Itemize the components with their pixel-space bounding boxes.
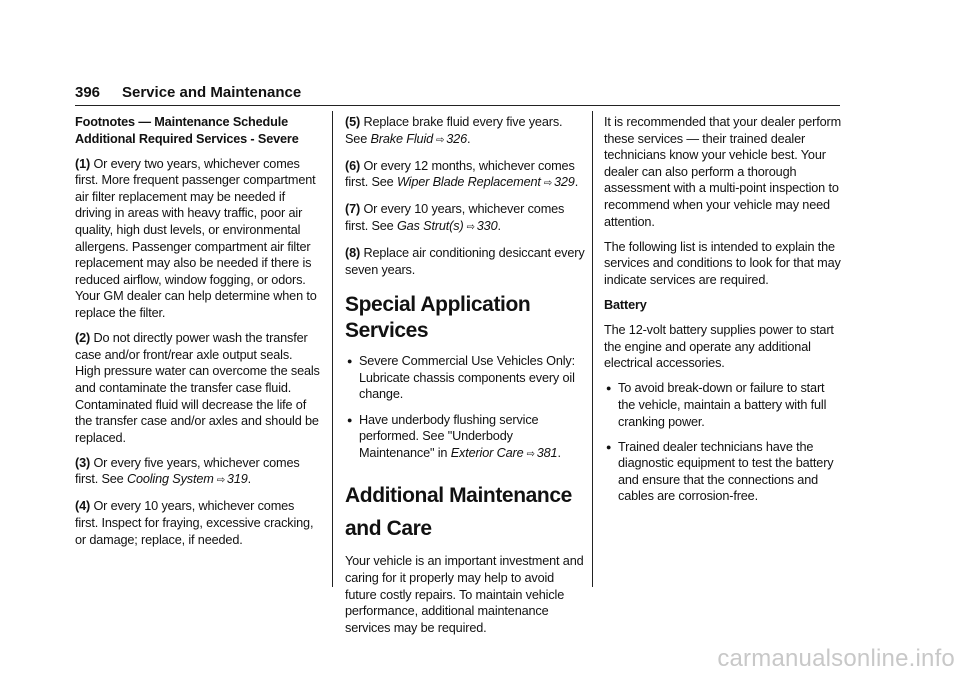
- column-right: [604, 114, 844, 513]
- watermark: carmanualsonline.info: [717, 645, 955, 672]
- list-item: [604, 380, 844, 430]
- page-ref-arrow-icon: ⇨: [436, 134, 445, 146]
- dealer-paragraph: It is recommended that your dealer perform these services — their trained dealer technicians know your vehicle best. Your dealer can also perform a thorough assessment with a multi-point inspection to recommend when your vehicle may need attention.: [604, 115, 841, 229]
- page-reference[interactable]: 319: [226, 472, 248, 487]
- bullet-icon: ●: [347, 414, 353, 425]
- bullet-icon: ●: [606, 441, 612, 452]
- cross-reference-link[interactable]: Wiper Blade Replacement: [396, 175, 541, 190]
- footnote-text: Replace air conditioning desiccant every seven years.: [345, 246, 585, 277]
- footnote-text: Or every 10 years, whichever comes first. See: [345, 202, 565, 233]
- footnote-label: (3): [75, 455, 91, 470]
- page-number: 396: [75, 84, 101, 101]
- battery-paragraph: The 12-volt battery supplies power to start the engine and operate any additional electrical accessories.: [604, 323, 834, 371]
- footnote-8: [345, 245, 585, 278]
- heading-additional-maintenance: [345, 479, 585, 545]
- page-reference[interactable]: 330: [476, 218, 498, 233]
- list-item-text: Trained dealer technicians have the diagnostic equipment to test the battery and ensure that the connections and cables are corrosion-free.: [618, 439, 834, 504]
- footnotes-title-line2: Additional Required Services - Severe: [75, 131, 299, 146]
- footnote-label: (6): [345, 158, 361, 173]
- footnote-label: (2): [75, 331, 91, 346]
- footnote-4: [75, 498, 320, 548]
- page-header: [75, 82, 840, 106]
- footnote-label: (8): [345, 246, 361, 261]
- footnote-text: Do not directly power wash the transfer case and/or front/rear axle output seals. High pressure water can overcome the seals and contaminate the transfer case fluid. Contaminated fluid will decrease the life of the transfer case and/or axles and should be replaced.: [75, 331, 320, 445]
- column-divider: [332, 111, 333, 587]
- services-list-intro: The following list is intended to explain the services and conditions to look for that may indicate services are required.: [604, 239, 841, 287]
- footnote-3: (3) Or every five years, whichever comes first. See Cooling System ⇨ 319.: [75, 455, 320, 490]
- column-middle: [345, 114, 585, 645]
- list-item: [345, 353, 585, 403]
- list-item-text: Severe Commercial Use Vehicles Only: Lubricate chassis components every oil change.: [359, 354, 576, 402]
- list-item: ● Have underbody flushing service performed. See "Underbody Maintenance" in Exterior Care ⇨ 381.: [345, 412, 585, 464]
- list-item: [604, 439, 844, 505]
- additional-maintenance-paragraph: Your vehicle is an important investment and caring for it properly may help to avoid future costly repairs. To maintain vehicle performance, additional maintenance services may be required.: [345, 554, 584, 635]
- heading-line: and Care: [345, 517, 432, 541]
- page-reference[interactable]: 381: [536, 445, 558, 460]
- battery-list: [604, 380, 844, 505]
- page-reference[interactable]: 329: [554, 175, 575, 190]
- page-ref-arrow-icon: ⇨: [543, 178, 552, 190]
- cross-reference-link[interactable]: Exterior Care: [450, 445, 524, 460]
- section-title: Service and Maintenance: [122, 84, 302, 101]
- footnote-label: (4): [75, 499, 91, 514]
- heading-line: Additional Maintenance: [345, 484, 572, 508]
- footnote-text: Or every five years, whichever comes first. See: [75, 455, 300, 487]
- footnote-text: Or every 12 months, whichever comes first. See: [345, 158, 575, 190]
- page-ref-arrow-icon: ⇨: [526, 448, 535, 460]
- footnote-5: (5) Replace brake fluid every five years. See Brake Fluid ⇨ 326.: [345, 114, 585, 149]
- page-reference[interactable]: 326: [446, 131, 467, 146]
- cross-reference-link[interactable]: Brake Fluid: [370, 131, 434, 146]
- footnote-text: Or every 10 years, whichever comes first. Inspect for fraying, excessive cracking, or damage; replace, if needed.: [75, 499, 314, 547]
- footnote-6: (6) Or every 12 months, whichever comes first. See Wiper Blade Replacement ⇨ 329.: [345, 158, 585, 193]
- footnote-text: Or every two years, whichever comes first. More frequent passenger compartment air filter replacement may be needed if driving in areas with heavy traffic, poor air quality, high dust levels, or environmental allergens. Passenger compartment air filter replacement may also be needed if there is reduced airflow, window fogging, or odors. Your GM dealer can help determine when to replace the filter.: [75, 156, 317, 321]
- footnote-2: [75, 330, 320, 446]
- bullet-icon: ●: [606, 383, 612, 394]
- bullet-icon: ●: [347, 356, 353, 367]
- footnote-label: (5): [345, 115, 361, 129]
- page-ref-arrow-icon: ⇨: [216, 475, 225, 487]
- heading-special-application-services: Special Application Services: [345, 293, 531, 343]
- footnote-text: Replace brake fluid every five years. See: [345, 115, 563, 146]
- footnote-label: (1): [75, 156, 91, 171]
- cross-reference-link[interactable]: Cooling System: [126, 472, 214, 487]
- footnotes-title: [75, 114, 320, 147]
- footnote-7: (7) Or every 10 years, whichever comes first. See Gas Strut(s) ⇨ 330.: [345, 201, 585, 236]
- footnotes-title-line1: Footnotes — Maintenance Schedule: [75, 115, 289, 129]
- battery-heading: Battery: [604, 297, 647, 312]
- list-item-text: To avoid break-down or failure to start the vehicle, maintain a battery with full cranking power.: [618, 381, 827, 429]
- footnote-1: [75, 156, 320, 322]
- cross-reference-link[interactable]: Gas Strut(s): [396, 218, 464, 233]
- page-ref-arrow-icon: ⇨: [466, 221, 475, 233]
- special-services-list: [345, 353, 585, 463]
- footnote-label: (7): [345, 202, 361, 217]
- column-divider: [592, 111, 593, 587]
- list-item-text: Have underbody flushing service performed. See "Underbody Maintenance" in: [359, 412, 539, 460]
- column-left: [75, 114, 320, 557]
